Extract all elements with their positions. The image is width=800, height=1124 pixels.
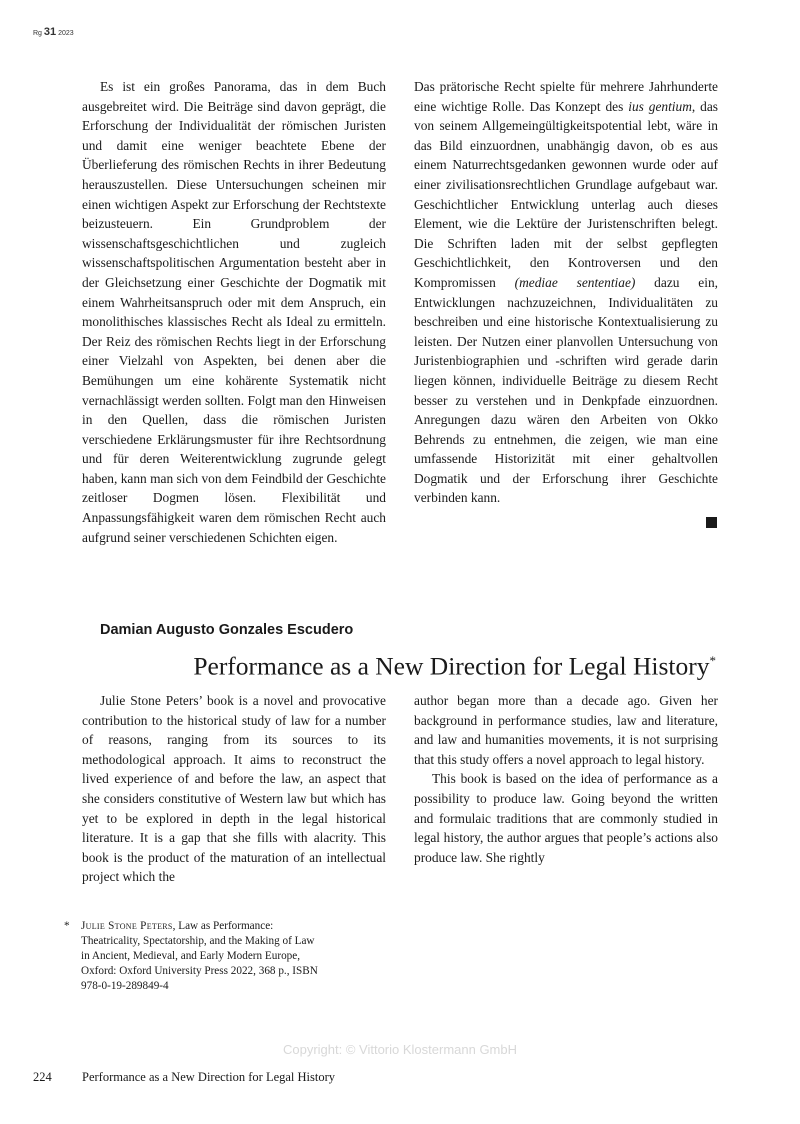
- article-title: Performance as a New Direction for Legal History: [193, 651, 710, 681]
- footnote-author: Julie Stone Peters: [81, 920, 173, 932]
- text-run: , das von seinem Allgemeingültigkeitspotential lebt, wäre in das Bild einzuordnen, unabhängig davon, ob es aus einem Naturrechtsgedanken gewonnen wurde oder auf einer zivilisationsrechtlichen Grundlage aufgebaut war. Geschichtlicher Entwicklung unterlag auch dieses Element, wie die Lektüre der Juristenschriften belegt. Die Schriften laden mit der selbst gepflegten Geschichtlichkeit, den Kontroversen und den Kompromissen: [414, 98, 718, 290]
- article-column-left: [82, 691, 386, 887]
- copyright-watermark: Copyright: © Vittorio Klostermann GmbH: [282, 1042, 518, 1057]
- journal-tag: [33, 26, 74, 38]
- text-run: Das prätorische Recht spielte für mehrere Jahrhunderte eine wichtige Rolle. Das Konzept des: [414, 79, 718, 114]
- article-author: Damian Augusto Gonzales Escudero: [100, 622, 354, 638]
- page-number: 224: [33, 1070, 52, 1084]
- article-title-block: [120, 644, 716, 684]
- end-of-article-square-icon: [706, 517, 717, 528]
- footnote-marker: *: [64, 920, 70, 932]
- journal-abbr: Rg: [33, 30, 42, 37]
- text-run: dazu ein, Entwicklungen nachzuzeichnen, Individualitäten zu beschreiben und eine historische Kontextualisierung zu leisten. Der Nutzen einer planvollen Untersuchung von Juristenbiographien und -schriften wird gerade darin liegen können, individuelle Beiträge zu diesem Recht besser zu verstehen und in Denkpfade einzuordnen. Anregungen dazu wären den Arbeiten von Okko Behrends zu entnehmen, die zeigen, wie man eine umfassende Historizität mit einer gehaltvollen Dogmatik und der Erforschung ihrer Geschichte verbinden kann.: [414, 274, 718, 506]
- journal-year: 2023: [58, 30, 74, 37]
- prev-article-paragraph: Es ist ein großes Panorama, das in dem Buch ausgebreitet wird. Die Beiträge sind davon geprägt, die Erforschung der Individualität der römischen Juristen und damit eine weniger beachtete Ebene der Überlieferung des römischen Rechts in ihrer Bedeutung herauszustellen. Diese Untersuchungen scheinen mir einen wichtigen Aspekt zur Erforschung der Rechtstexte beizusteuern. Ein Grundproblem der wissenschaftsgeschichtlichen und zugleich wissenschaftspolitischen Argumentation besteht aber in der Gleichsetzung einer Geschichte der Dogmatik mit einem Wahrheitsanspruch oder mit dem Anspruch, ein monolithisches klassisches Recht als Ideal zu ermitteln. Der Reiz des römischen Rechts liegt in der Erforschung einer Vielzahl von Aspekten, bei denen aber die Bemühungen um eine kohärente Systematik nicht vernachlässigt werden sollten. Folgt man den Hinweisen in den Quellen, dass die römischen Juristen verschiedene Erklärungsmuster für ihre Rechtsordnung und für deren Weiterentwicklung zugrunde gelegt haben, kann man sich von dem Feindbild der Geschichte zeitloser Dogmen lösen. Flexibilität und Anpassungsfähigkeit waren dem römischen Recht auch aufgrund seiner verschiedenen Schichten eigen.: [82, 79, 386, 545]
- latin-term-ius-gentium: ius gentium: [628, 98, 692, 114]
- article-paragraph: This book is based on the idea of performance as a possibility to produce law. Going beyond the written and formulaic traditions that are commonly studied in legal history, the author argues that people’s actions also produce law. She rightly: [414, 771, 718, 865]
- footnote-citation: , Law as Performance: Theatricality, Spectatorship, and the Making of Law in Ancient, Medieval, and Early Modern Europe, Oxford: Oxford University Press 2022, 368 p., ISBN 978-0-19-289849-4: [81, 920, 318, 993]
- article-paragraph: author began more than a decade ago. Given her background in performance studies, law and literature, and law and humanities movements, it is not surprising that this study offers a novel approach to legal history.: [414, 693, 718, 767]
- journal-volume: 31: [43, 26, 57, 38]
- footnote: [64, 919, 324, 994]
- article-column-right: [414, 691, 718, 867]
- latin-term-mediae-sententiae: (mediae sententiae): [514, 274, 636, 290]
- footnote-reference-marker: *: [709, 653, 716, 668]
- running-title: Performance as a New Direction for Legal History: [82, 1070, 336, 1084]
- article-paragraph: Julie Stone Peters’ book is a novel and provocative contribution to the historical study of law for a number of reasons, ranging from its sources to its methodological approach. It aims to reconstruct the lived experience of and before the law, an aspect that she considers constitutive of Western law but which has yet to be explored in depth in the legal historical literature. It is a gap that she fills with alacrity. This book is the product of the maturation of an intellectual project which the: [82, 693, 386, 885]
- prev-article-column-right: [414, 77, 718, 508]
- footnote-text: [81, 919, 324, 994]
- prev-article-paragraph: [414, 77, 718, 508]
- prev-article-column-left: [82, 77, 386, 547]
